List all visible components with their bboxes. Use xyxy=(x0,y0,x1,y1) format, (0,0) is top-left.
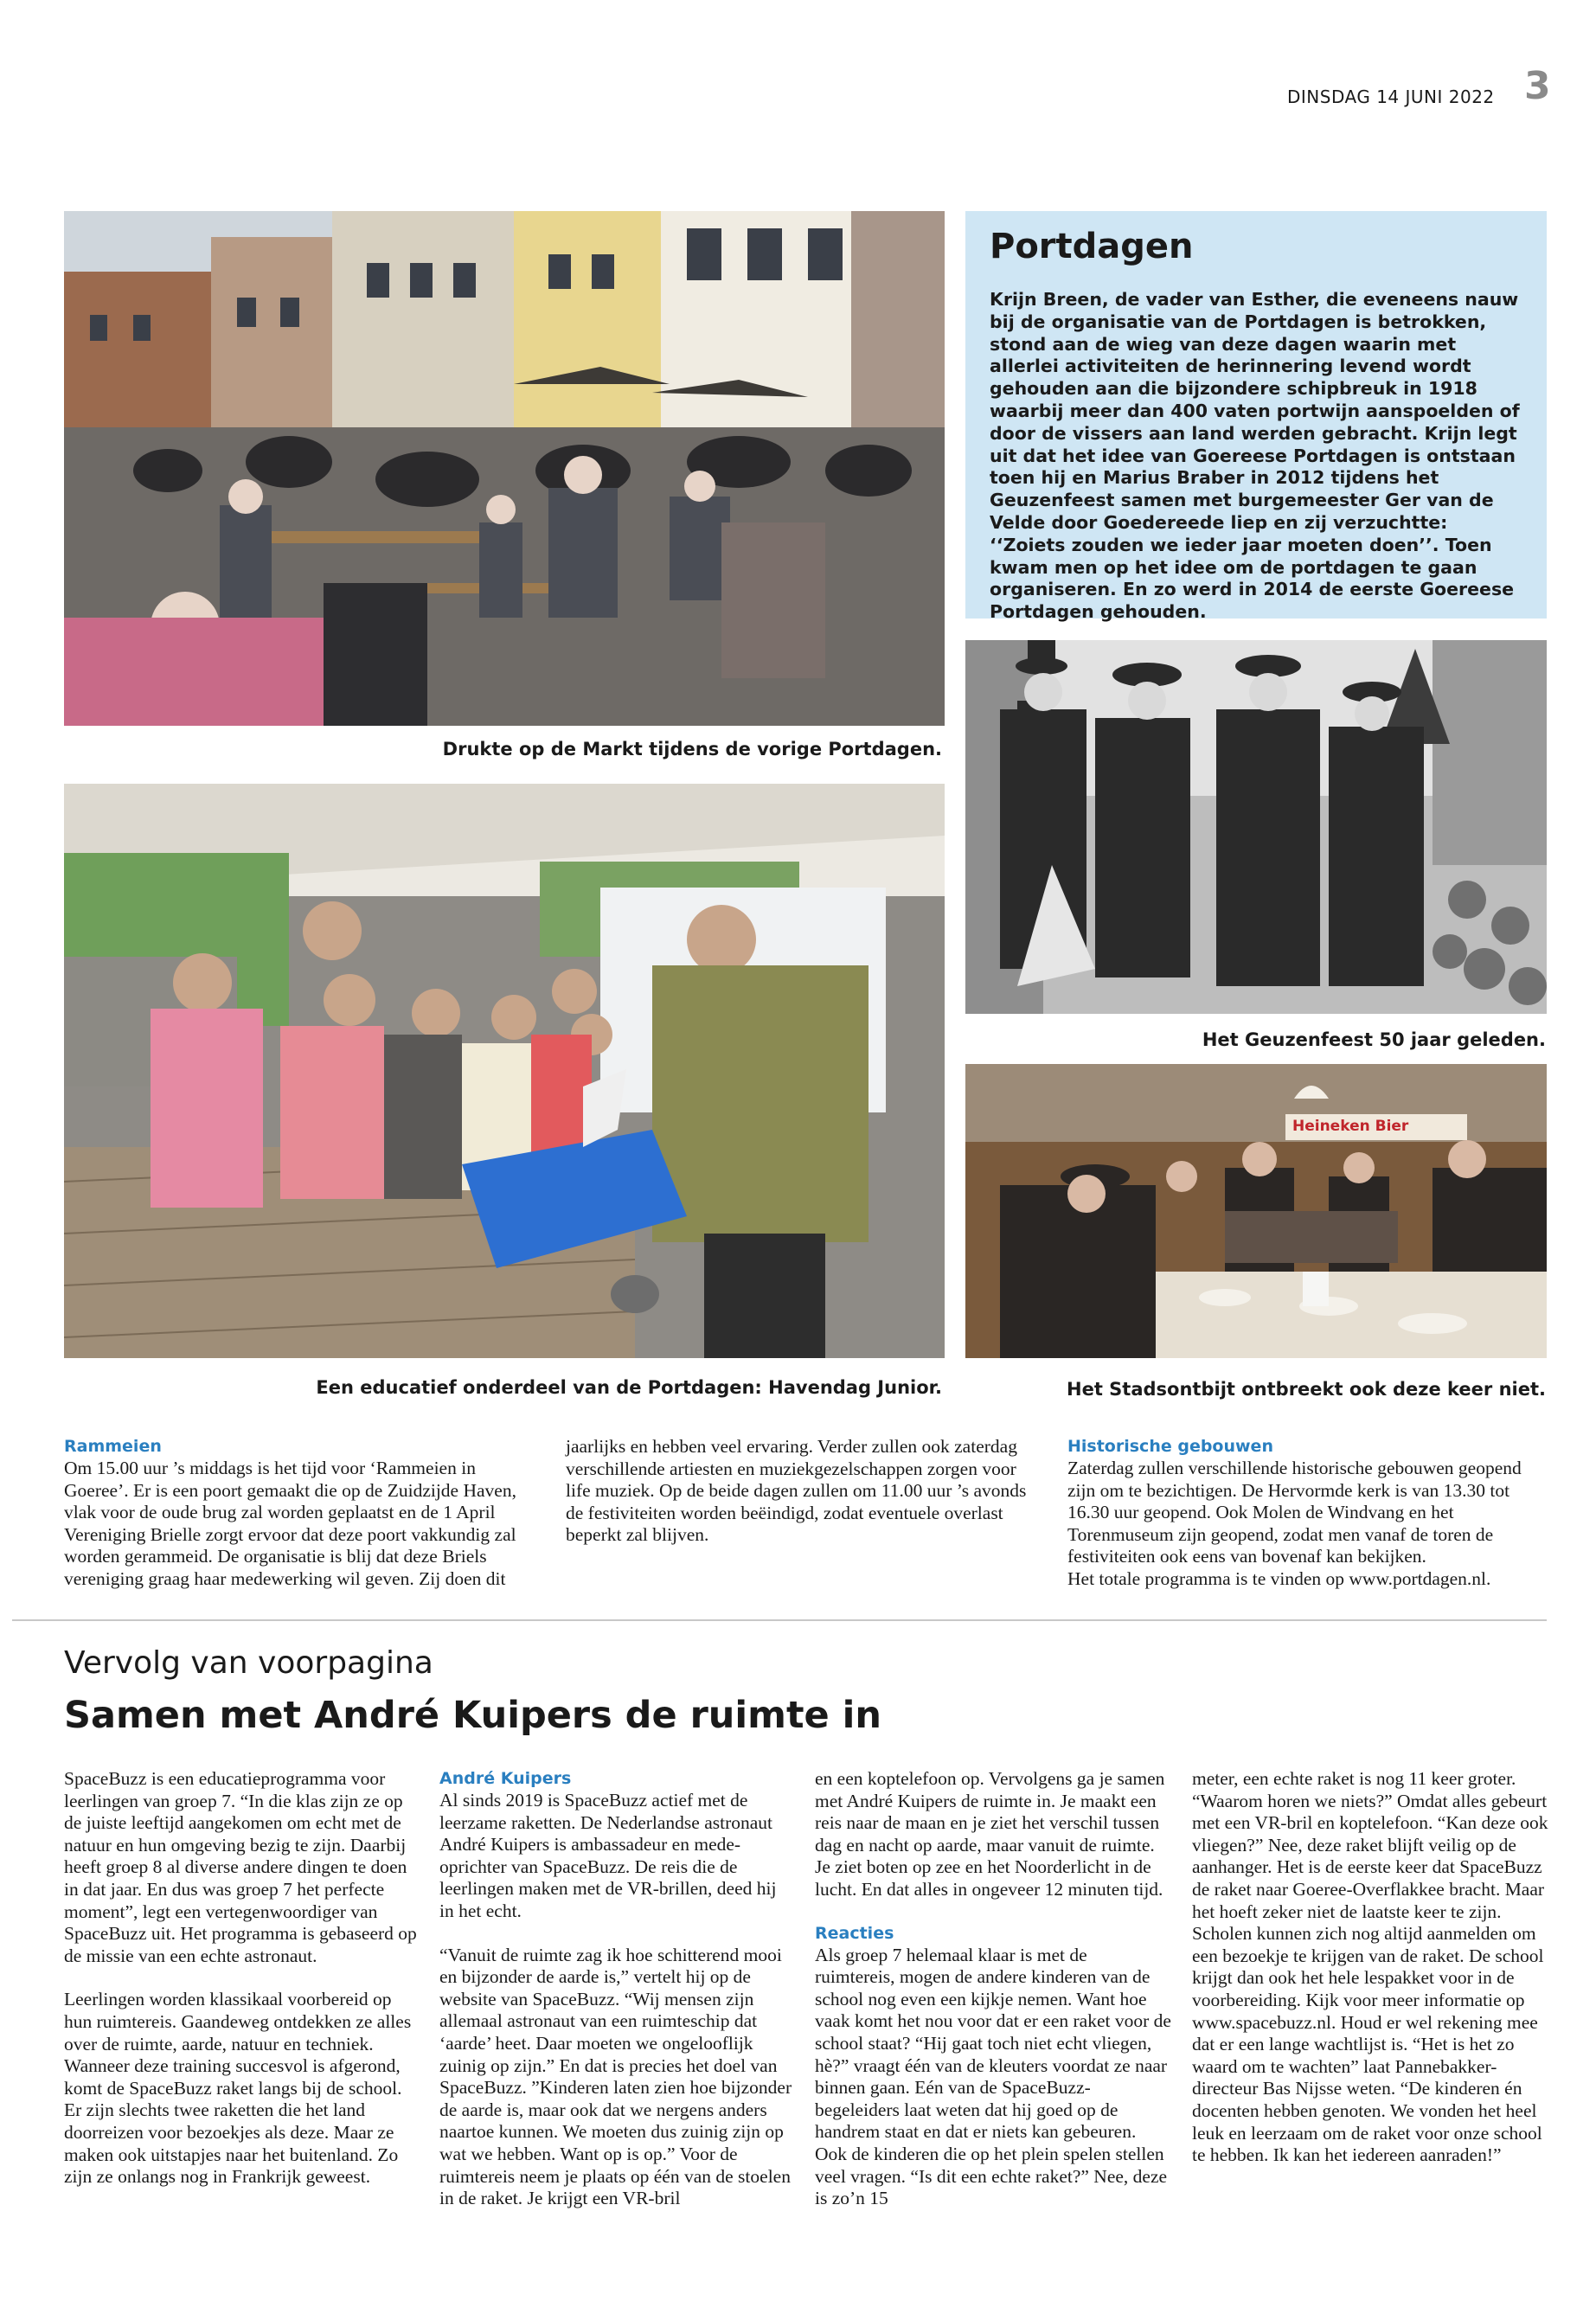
caption-stadsontbijt: Het Stadsontbijt ontbreekt ook deze keer niet. xyxy=(1067,1379,1546,1400)
photo-geuzenfeest xyxy=(965,640,1547,1014)
portdagen-infobox xyxy=(965,211,1547,623)
spacebuzz-col-1 xyxy=(64,1768,419,2189)
spacebuzz-col1-p2: Leerlingen worden klassikaal voorbereid op hun ruimtereis. Gaandeweg ontdekken ze alles over de ruimte, aarde, natuur en techniek. Wanneer deze training succesvol is afgerond, komt de SpaceBuzz raket langs bij de school. Er zijn slechts twee raketten die het land doorreizen voor bezoekjes als deze. Maar ze maken ook uitstapjes naar het buitenland. Zo zijn ze onlangs nog in Frankrijk geweest. xyxy=(64,1989,412,2188)
spacebuzz-col3-p2: Als groep 7 helemaal klaar is met de ruimtereis, mogen de andere kinderen van de school nog even een kijkje nemen. Want hoe vaak komt het nou voor dat er een raket voor de school staat? “Hij gaat toch niet echt vliegen, hè?” vraagt één van de kleuters voordat ze naar binnen gaan. Eén van de SpaceBuzz-begeleiders laat weten dat hij goed op de handrem staat en dat er niets kan gebeuren. Ook de kinderen die op het plein spelen stellen veel vragen. “Is dit een echte raket?” Nee, deze is zo’n 15 xyxy=(815,1944,1171,2209)
subheading-rammeien: Rammeien xyxy=(64,1437,162,1456)
photo-stadsontbijt xyxy=(965,1064,1547,1358)
photo-havendag-junior xyxy=(64,784,945,1358)
infobox-title: Portdagen xyxy=(990,227,1194,266)
caption-markt: Drukte op de Markt tijdens de vorige Portdagen. xyxy=(442,739,942,760)
spacebuzz-col1-p1: SpaceBuzz is een educatieprogramma voor leerlingen van groep 7. “In die klas zijn ze op de juiste leeftijd aangekomen om echt met de natuur en hun omgeving bezig te zijn. Daarbij heeft groep 8 al diverse andere dingen te doen in dat jaar. En dus was groep 7 het perfecte moment”, legt een vertegenwoordiger van SpaceBuzz uit. Het programma is gebaseerd op de missie van een echte astronaut. xyxy=(64,1768,417,1966)
programma-link-text: Het totale programma is te vinden op www.portdagen.nl. xyxy=(1067,1567,1491,1589)
photo-markt-crowd xyxy=(64,211,945,726)
spacebuzz-col4-p1: meter, een echte raket is nog 11 keer groter. “Waarom horen we niets?” Omdat alles gebeurt met een VR-bril en koptelefoon. “Kan deze ook vliegen?” Nee, deze raket blijft veilig op de aanhanger. Het is de eerste keer dat SpaceBuzz de raket naar Goeree-Overflakkee bracht. Maar het hoeft zeker niet de laatste keer te zijn. Scholen kunnen zich nog altijd aanmelden om een bezoekje te krijgen van de raket. De school krijgt dan ook het hele lespakket voor in de voorbereiding. Kijk voor meer informatie op www.spacebuzz.nl. Houd er wel rekening mee dat er een lange wachtlijst is. “Het is het zo waard om te wachten” laat Pannebakker-directeur Bas Nijsse weten. “De kinderen én docenten hebben genoten. We vonden het heel leuk en leerzaam om de raket voor onze school te hebben. Ik kan het iedereen aanraden!” xyxy=(1192,1768,1548,2166)
portdagen-col2-text: jaarlijks en hebben veel ervaring. Verder zullen ook zaterdag verschillende artiesten en muziekgezelschappen zorgen voor life muziek. Op de beide dagen zullen om 11.00 uur ’s avonds de festiviteiten worden beëindigd, zodat eventuele overlast beperkt zal blijven. xyxy=(566,1436,1027,1546)
historische-gebouwen-text: Zaterdag zullen verschillende historische gebouwen geopend zijn om te bezichtigen. De Hervormde kerk is van 13.30 tot 16.30 uur geopend. Ook Molen de Windvang en het Torenmuseum zijn geopend, zodat men vanaf de toren de festiviteiten ook eens van bovenaf kan bekijken. xyxy=(1067,1458,1522,1567)
heineken-sign: Heineken Bier xyxy=(1292,1118,1409,1135)
spacebuzz-col-2 xyxy=(439,1768,794,2210)
section-divider xyxy=(12,1619,1547,1621)
infobox-text: Krijn Breen, de vader van Esther, die eveneens nauw bij de organisatie van de Portdagen is betrokken, stond aan de wieg van deze dagen waarin met allerlei activiteiten de herinnering levend wordt gehouden aan die bijzondere schipbreuk in 1918 waarbij meer dan 400 vaten portwijn aanspoelden of door de vissers aan land werden gebracht. Krijn legt uit dat het idee van Goereese Portdagen is ontstaan toen hij en Marius Braber in 2012 tijdens het Geuzenfeest samen met burgemeester Ger van de Velde door Goedereede liep en zij verzuchtte: ‘‘Zoiets zouden we ieder jaar moeten doen’’. Toen kwam men op het idee om de portdagen te gaan organiseren. En zo werd in 2014 de eerste Goereese Portdagen gehouden. xyxy=(990,289,1520,623)
subheading-historische-gebouwen: Historische gebouwen xyxy=(1067,1437,1273,1456)
portdagen-col-2 xyxy=(566,1436,1031,1547)
caption-havendag: Een educatief onderdeel van de Portdagen: Havendag Junior. xyxy=(316,1377,942,1398)
spacebuzz-col-4 xyxy=(1192,1768,1552,2167)
portdagen-col-3 xyxy=(1067,1436,1552,1591)
page-number: 3 xyxy=(1524,64,1551,108)
page-date: DINSDAG 14 JUNI 2022 xyxy=(1287,87,1495,107)
spacebuzz-col3-p1: en een koptelefoon op. Vervolgens ga je samen met André Kuipers de ruimte in. Je maakt een reis naar de maan en je ziet het verschil tussen dag en nacht op aarde, maar vanuit de ruimte. Je ziet boten op zee en het Noorderlicht in de lucht. En dat alles in ongeveer 12 minuten tijd. xyxy=(815,1768,1165,1900)
portdagen-col-1 xyxy=(64,1436,531,1591)
spacebuzz-col2-p2: “Vanuit de ruimte zag ik hoe schitterend mooi en bijzonder de aarde is,” vertelt hij op de website van SpaceBuzz. “Wij mensen zijn allemaal astronaut van een ruimteschip dat ‘aarde’ heet. Daar moeten we ongelooflijk zuinig op zijn.” En dat is precies het doel van SpaceBuzz. ”Kinderen laten zien hoe bijzonder de aarde is, maar ook dat we nergens anders naartoe kunnen. We moeten dus zuinig zijn op wat we hebben. Want op is op.” Voor de ruimtereis neem je plaats op één van de stoelen in de raket. Je krijgt een VR-bril xyxy=(439,1944,792,2209)
rammeien-text: Om 15.00 uur ’s middags is het tijd voor ‘Rammeien in Goeree’. Er is een poort gemaakt die op de Zuidzijde Haven, vlak voor de oude brug zal worden geplaatst en de 1 April Vereniging Brielle zorgt ervoor dat deze poort vakkundig zal worden gerammeid. De organisatie is blij dat deze Briels vereniging graag haar medewerking wil geven. Zij doen dit xyxy=(64,1458,516,1589)
subheading-reacties: Reacties xyxy=(815,1923,894,1943)
article-kicker: Vervolg van voorpagina xyxy=(64,1645,433,1681)
caption-geuzenfeest: Het Geuzenfeest 50 jaar geleden. xyxy=(1202,1029,1546,1050)
subheading-andre-kuipers: André Kuipers xyxy=(439,1769,572,1788)
spacebuzz-col2-p1: Al sinds 2019 is SpaceBuzz actief met de leerzame raketten. De Nederlandse astronaut André Kuipers is ambassadeur en mede-oprichter van SpaceBuzz. De reis die de leerlingen maken met de VR-brillen, deed hij in het echt. xyxy=(439,1790,777,1921)
spacebuzz-col-3 xyxy=(815,1768,1171,2210)
article-headline: Samen met André Kuipers de ruimte in xyxy=(64,1694,881,1737)
